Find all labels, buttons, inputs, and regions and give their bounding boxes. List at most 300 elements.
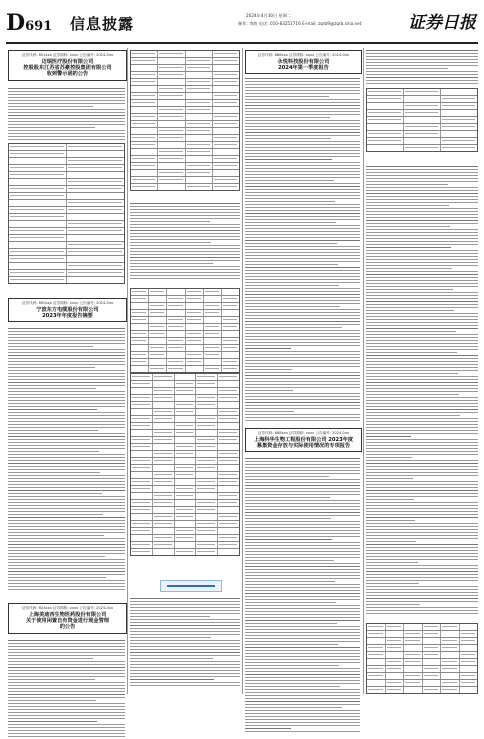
text-line [130, 206, 240, 207]
text-line [245, 255, 360, 256]
text-line [366, 523, 478, 524]
table-cell [131, 345, 149, 351]
table-cell [367, 687, 386, 693]
table-row [131, 303, 239, 310]
text-line [8, 334, 125, 335]
text-line [8, 514, 103, 515]
text-line [130, 619, 240, 620]
table-cell [218, 486, 239, 492]
table-row [9, 193, 124, 200]
table-cell [213, 100, 239, 106]
table-cell [175, 381, 197, 387]
table-cell [218, 444, 239, 450]
text-line [245, 698, 360, 699]
text-line [245, 135, 360, 136]
table-cell [9, 179, 67, 185]
text-line [245, 102, 360, 103]
text-line [8, 499, 125, 500]
text-line [8, 472, 100, 473]
table-cell [131, 100, 158, 106]
table-cell [153, 451, 175, 457]
table-row [131, 437, 239, 444]
table-cell [222, 303, 239, 309]
table-cell [175, 542, 197, 548]
text-line [8, 712, 125, 713]
text-line [366, 517, 478, 518]
table-cell [423, 680, 442, 686]
table-cell [131, 359, 149, 365]
table-cell [186, 331, 204, 337]
table-cell [131, 535, 153, 541]
table-cell [131, 458, 153, 464]
table-cell [222, 352, 239, 358]
table-cell [167, 289, 185, 295]
table-cell [218, 528, 239, 534]
text-line [245, 521, 360, 522]
text-line [8, 100, 125, 101]
text-line [366, 68, 448, 69]
text-line [245, 231, 360, 232]
text-line [245, 246, 360, 247]
table-cell [218, 514, 239, 520]
table-cell [367, 624, 386, 630]
text-line [245, 408, 360, 409]
text-line [8, 481, 125, 482]
text-line [8, 379, 125, 380]
text-line [8, 124, 125, 125]
text-line [245, 458, 360, 459]
table-cell [213, 58, 239, 64]
text-line [8, 409, 97, 410]
text-line [366, 406, 478, 407]
table-cell [404, 96, 441, 102]
text-line [245, 108, 360, 109]
text-line [366, 520, 415, 521]
text-line [366, 526, 478, 527]
text-line [245, 512, 360, 513]
text-line [8, 532, 125, 533]
table-cell [204, 324, 222, 330]
text-line [245, 258, 360, 259]
text-line [245, 617, 360, 618]
text-line [245, 596, 360, 597]
text-line [366, 532, 478, 533]
table-cell [153, 465, 175, 471]
text-line [245, 270, 360, 271]
text-line [366, 343, 478, 344]
text-line [366, 451, 478, 452]
section-badge [6, 10, 52, 36]
table-cell [9, 158, 67, 164]
table-row [131, 416, 239, 423]
text-line [245, 309, 360, 310]
section-letter: D [6, 10, 26, 36]
table-row [9, 151, 124, 158]
table-cell [222, 324, 239, 330]
text-line [245, 722, 360, 723]
text-line [245, 282, 360, 283]
table-cell [218, 472, 239, 478]
table-row [9, 270, 124, 277]
table-cell [158, 142, 185, 148]
announcement-a3 [8, 603, 127, 634]
table-cell [186, 149, 213, 155]
text-line [8, 331, 125, 332]
table-cell [149, 359, 167, 365]
table-row [131, 409, 239, 416]
table-cell [9, 221, 67, 227]
table-cell [158, 58, 185, 64]
table-cell [167, 338, 185, 344]
table-row [131, 338, 239, 345]
table-cell [67, 144, 124, 150]
table-cell [423, 687, 442, 693]
text-line [245, 569, 360, 570]
text-line [245, 692, 360, 693]
text-line [245, 219, 360, 220]
text-line [8, 565, 125, 566]
text-line [245, 563, 360, 564]
table-cell [218, 507, 239, 513]
text-line [366, 601, 478, 602]
text-line [8, 115, 125, 116]
text-line [8, 112, 125, 113]
table-cell [175, 521, 197, 527]
table-cell [186, 303, 204, 309]
table-row [131, 395, 239, 402]
announcement-title: 上海科华生物工程股份有限公司 2023年度 募集资金存放与实际使用情况的专项报告 [253, 437, 354, 450]
text-line [130, 655, 240, 656]
text-line [130, 607, 240, 608]
table-cell [196, 549, 218, 555]
text-line [8, 649, 125, 650]
text-line [245, 611, 360, 612]
text-line [8, 130, 125, 131]
table-row [131, 366, 239, 372]
table-cell [196, 493, 218, 499]
text-line [130, 227, 240, 228]
text-line [130, 652, 240, 653]
table-cell [153, 437, 175, 443]
text-line [245, 647, 360, 648]
text-line [245, 363, 360, 364]
text-line [8, 505, 125, 506]
text-line [366, 268, 452, 269]
text-line [8, 427, 125, 428]
table-cell [167, 366, 185, 372]
text-line [245, 99, 360, 100]
table-cell [131, 170, 158, 176]
text-line [366, 514, 478, 515]
text-line [245, 348, 291, 349]
table-cell [423, 652, 442, 658]
text-line [8, 469, 125, 470]
text-line [8, 97, 125, 98]
text-line [245, 186, 360, 187]
text-line [245, 213, 360, 214]
table-cell [386, 673, 405, 679]
table-cell [131, 121, 158, 127]
text-line [8, 391, 125, 392]
table-cell [175, 423, 197, 429]
table-row [131, 521, 239, 528]
text-line [8, 94, 125, 95]
table-cell [131, 331, 149, 337]
text-line [8, 661, 125, 662]
table-row [131, 479, 239, 486]
text-line [366, 352, 457, 353]
text-line [8, 475, 125, 476]
table-cell [131, 128, 158, 134]
table-cell [404, 652, 423, 658]
text-line [8, 346, 93, 347]
text-line [366, 56, 478, 57]
table-cell [186, 338, 204, 344]
table-cell [218, 423, 239, 429]
text-line [8, 487, 125, 488]
table-cell [149, 324, 167, 330]
text-line [245, 710, 360, 711]
table-cell [67, 242, 124, 248]
text-line [8, 568, 125, 569]
table-cell [186, 79, 213, 85]
text-line [8, 466, 125, 467]
text-line [245, 228, 360, 229]
table-cell [186, 142, 213, 148]
text-line [8, 460, 125, 461]
text-line [245, 393, 360, 394]
text-line [130, 269, 240, 270]
text-line [245, 482, 360, 483]
table-row [131, 310, 239, 317]
text-line [8, 343, 125, 344]
table-cell [204, 359, 222, 365]
table-cell [175, 416, 197, 422]
table-cell [131, 310, 149, 316]
table-row [131, 86, 239, 93]
text-line [366, 391, 478, 392]
text-line [366, 547, 478, 548]
text-line [366, 394, 459, 395]
table-cell [367, 659, 386, 665]
text-line [366, 439, 478, 440]
text-line [245, 222, 336, 223]
text-line [366, 559, 478, 560]
table-cell [196, 535, 218, 541]
text-line [366, 610, 478, 611]
text-line [245, 530, 360, 531]
table-row [9, 228, 124, 235]
table-cell [196, 500, 218, 506]
text-line [8, 91, 125, 92]
text-line [366, 238, 478, 239]
table-row [131, 402, 239, 409]
table-cell [131, 423, 153, 429]
text-line [366, 595, 478, 596]
text-line [366, 409, 478, 410]
text-line [366, 496, 478, 497]
text-line [245, 342, 360, 343]
text-line [245, 252, 360, 253]
table-cell [441, 124, 477, 130]
text-line [245, 653, 360, 654]
table-row [131, 451, 239, 458]
text-line [245, 267, 360, 268]
table-cell [186, 352, 204, 358]
table-row [367, 145, 477, 151]
table-cell [175, 451, 197, 457]
table-cell [67, 263, 124, 269]
table-cell [213, 72, 239, 78]
text-line [366, 589, 478, 590]
text-line [245, 500, 360, 501]
text-line [245, 123, 360, 124]
text-line [8, 541, 125, 542]
table-cell [386, 631, 405, 637]
table-row [9, 158, 124, 165]
table-cell [153, 388, 175, 394]
table-cell [67, 270, 124, 276]
table-cell [67, 228, 124, 234]
text-line [366, 580, 478, 581]
table-row [131, 170, 239, 177]
text-line [8, 517, 125, 518]
table-cell [186, 51, 213, 57]
text-line [245, 288, 360, 289]
text-line [8, 502, 125, 503]
text-line [245, 683, 360, 684]
text-line [245, 324, 360, 325]
text-line [8, 439, 125, 440]
table-cell [186, 93, 213, 99]
text-line [245, 506, 360, 507]
text-line [245, 291, 360, 292]
table-cell [167, 317, 185, 323]
table-cell [204, 345, 222, 351]
table-cell [167, 345, 185, 351]
text-line [245, 551, 360, 552]
text-line [8, 127, 95, 128]
text-line [366, 232, 478, 233]
text-line [245, 668, 360, 669]
table-cell [196, 458, 218, 464]
text-line [245, 120, 360, 121]
table-cell [175, 500, 197, 506]
text-line [366, 484, 478, 485]
table-cell [213, 135, 239, 141]
table-cell [175, 549, 197, 555]
table-cell [67, 186, 124, 192]
table-cell [196, 472, 218, 478]
text-line [245, 273, 360, 274]
text-line [366, 250, 478, 251]
text-line [366, 412, 478, 413]
text-line [366, 442, 478, 443]
table-cell [213, 170, 239, 176]
text-line [245, 464, 360, 465]
table-cell [222, 366, 239, 372]
text-line [366, 196, 478, 197]
text-line [245, 87, 360, 88]
table-cell [367, 138, 404, 144]
text-line [245, 548, 360, 549]
text-line [245, 632, 360, 633]
text-line [130, 628, 240, 629]
table-cell [213, 121, 239, 127]
table-cell [153, 493, 175, 499]
table-row [131, 324, 239, 331]
table-cell [404, 638, 423, 644]
data-table [130, 50, 240, 191]
text-line [366, 346, 478, 347]
text-line [366, 502, 478, 503]
table-row [131, 289, 239, 296]
text-line [8, 535, 104, 536]
text-line [130, 610, 240, 611]
table-cell [386, 652, 405, 658]
text-line [245, 336, 360, 337]
text-line [8, 448, 125, 449]
table-cell [441, 680, 460, 686]
table-cell [196, 409, 218, 415]
table-cell [196, 437, 218, 443]
text-line [8, 730, 125, 731]
table-cell [367, 89, 404, 95]
table-cell [460, 659, 478, 665]
text-line [245, 731, 360, 732]
text-line [366, 460, 478, 461]
table-cell [204, 352, 222, 358]
text-line [245, 210, 360, 211]
text-line [8, 349, 125, 350]
text-line [366, 181, 478, 182]
table-cell [441, 645, 460, 651]
text-line [245, 656, 360, 657]
table-cell [196, 479, 218, 485]
table-row [367, 131, 477, 138]
text-line [8, 496, 125, 497]
table-cell [423, 659, 442, 665]
text-line [245, 680, 360, 681]
text-line [366, 388, 478, 389]
table-cell [153, 416, 175, 422]
table-row [131, 114, 239, 121]
text-line [8, 727, 125, 728]
text-line [130, 658, 213, 659]
text-line [366, 604, 420, 605]
table-cell [196, 430, 218, 436]
text-line [366, 259, 478, 260]
table-cell [204, 296, 222, 302]
text-line [245, 707, 342, 708]
text-line [8, 577, 106, 578]
text-line [130, 215, 240, 216]
text-line [245, 671, 360, 672]
table-cell [196, 423, 218, 429]
text-line [366, 274, 478, 275]
table-cell [441, 131, 477, 137]
table-cell [460, 638, 478, 644]
table-cell [386, 666, 405, 672]
text-line [366, 244, 478, 245]
column-divider [242, 48, 243, 694]
text-line [130, 601, 240, 602]
text-line [245, 602, 336, 603]
table-cell [158, 156, 185, 162]
table-cell [153, 500, 175, 506]
text-line [366, 349, 478, 350]
table-cell [460, 631, 478, 637]
